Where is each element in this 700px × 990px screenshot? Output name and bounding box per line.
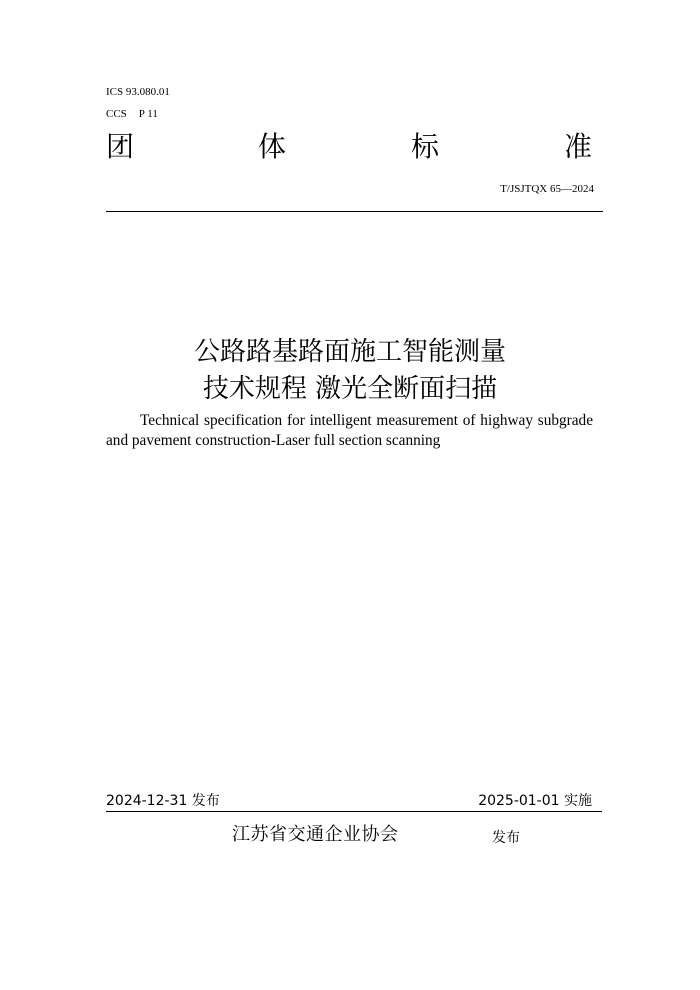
header-char: 标 (411, 130, 440, 163)
header-char: 体 (258, 130, 287, 163)
publish-label: 发布 (492, 830, 520, 846)
title-cn-line-1: 公路路基路面施工智能测量 (193, 337, 506, 367)
bottom-divider (106, 811, 602, 812)
header-char: 准 (564, 130, 593, 163)
ccs-value: P 11 (138, 108, 158, 120)
ccs-code (106, 107, 158, 121)
implementation-date: 2025-01-01 实施 (478, 793, 592, 809)
title-english: Technical specification for intelligent measurement of highway subgrade and pavement construction-Laser full section scanning (106, 412, 593, 449)
title-cn-line-2: 技术规程 激光全断面扫描 (202, 374, 498, 404)
issue-date: 2024-12-31 发布 (106, 793, 220, 809)
header-char: 团 (106, 130, 135, 163)
standard-number: T/JSJTQX 65—2024 (500, 183, 594, 195)
ccs-label: CCS (106, 108, 127, 120)
publisher-name: 江苏省交通企业协会 (232, 824, 399, 845)
ics-code: ICS 93.080.01 (106, 86, 170, 98)
top-divider (106, 211, 603, 212)
